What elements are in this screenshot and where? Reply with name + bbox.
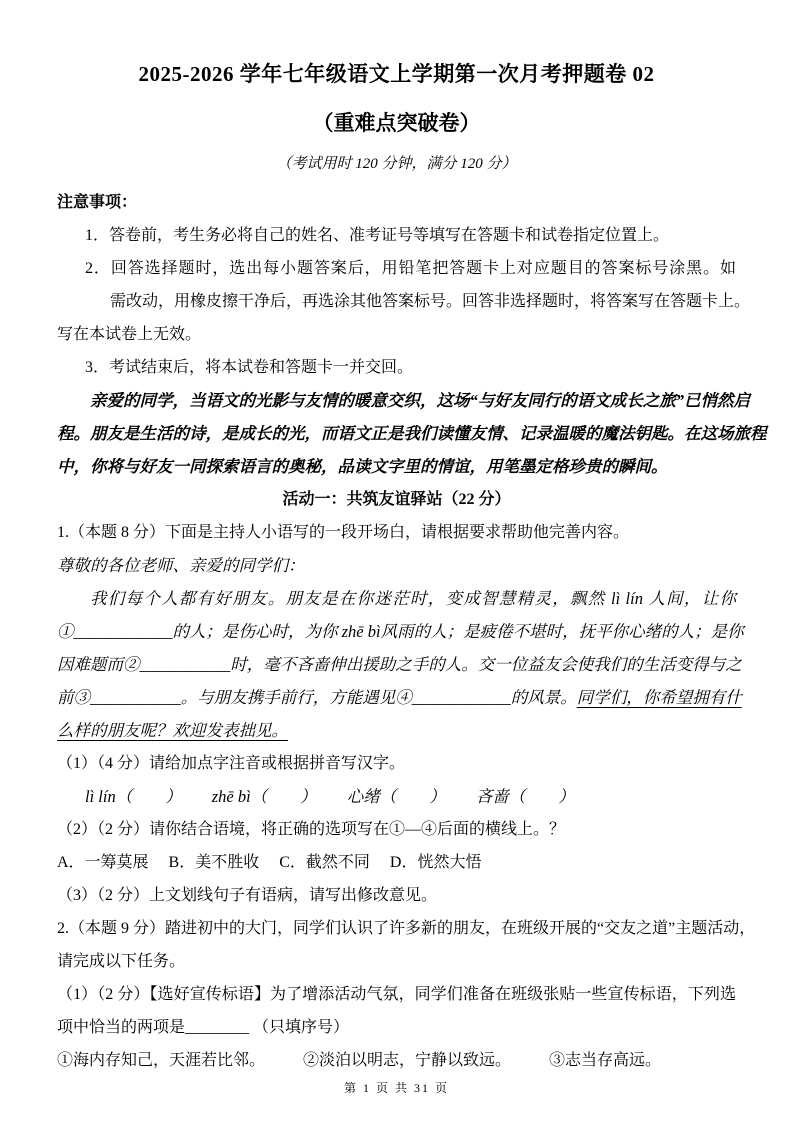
pinyin-text: 心 [346, 787, 364, 806]
passage-text: 前③___________。与朋友携手前行，方能遇见④____________的风景。 [57, 688, 577, 707]
page-number-footer: 第 1 页 共 31 页 [343, 1081, 449, 1095]
page-title: 2025-2026 学年七年级语文上学期第一次月考押题卷 02 [138, 62, 655, 86]
passage-line-3 [57, 648, 742, 681]
pinyin-text: 吝 [475, 787, 493, 806]
passage-salutation: 尊敬的各位老师、亲爱的同学们： [57, 556, 305, 575]
question-1-sub-1: （1）（4 分）请给加点字注音或根据拼音写汉字。 [57, 755, 406, 772]
question-1-options: A．一筹莫展 B．美不胜收 C．截然不同 D．恍然大悟 [57, 854, 482, 871]
emphasized-character: 绪 • [645, 622, 662, 641]
pinyin-text: （ ） [379, 787, 446, 806]
passage-text: 的人；是你 [661, 622, 744, 641]
notice-item-2-line-3: 写在本试卷上无效。 [57, 326, 202, 343]
passage-line-4 [57, 681, 742, 714]
intro-line-2: 程。朋友是生活的诗，是成长的光，而语文正是我们读懂友情、记录温暖的魔法钥匙。在这场旅程 [57, 424, 767, 443]
question-2-sub-1-line-2: 项中恰当的两项是________ （只填序号） [57, 1019, 350, 1036]
question-2-sub-1-line-1: （1）（2 分）【选好宣传标语】为了增添活动气氛，同学们准备在班级张贴一些宣传标语，下列选 [57, 986, 736, 1003]
emphasized-character: 啬 • [492, 787, 509, 806]
question-2-stem-line-1: 2.（本题 9 分）踏进初中的大门，同学们认识了许多新的朋友，在班级开展的“交友之道”主题活动， [57, 920, 756, 937]
slogan-option-1: ①海内存知己，天涯若比邻。 [57, 1052, 266, 1069]
underlined-sentence: 同学们，你希望拥有什 [576, 688, 742, 707]
slogan-options-row [57, 1044, 736, 1077]
emphasized-character: 啬 • [313, 655, 330, 674]
question-1-sub-2: （2）（2 分）请你结合语境，将正确的选项写在①—④后面的横线上。？ [57, 821, 566, 838]
question-1-passage [57, 549, 744, 747]
notice-item-2-line-1: 2．回答选择题时，选出每小题答案后，用铅笔把答题卡上对应题目的答案标号涂黑。如 [85, 260, 736, 277]
pinyin-exercise-row [85, 780, 736, 813]
notice-item-2-line-2: 需改动，用橡皮擦干净后，再选涂其他答案标号。回答非选择题时，将答案写在答题卡上。 [110, 293, 751, 310]
question-1-stem: 1.（本题 8 分）下面是主持人小语写的一段开场白，请根据要求帮助他完善内容。 [57, 524, 630, 541]
intro-line-1: 亲爱的同学，当语文的光影与友情的暖意交织，这场“与好友同行的语文成长之旅”已悄然启 [90, 391, 750, 410]
pinyin-item-1: lì lín（ ） [85, 787, 182, 806]
pinyin-item-3 [347, 780, 446, 813]
intro-paragraph [57, 384, 767, 483]
exam-duration-info: （考试用时 120 分钟，满分 120 分） [276, 156, 517, 172]
slogan-option-2: ②淡泊以明志，宁静以致远。 [303, 1052, 512, 1069]
notice-section [57, 186, 751, 384]
passage-text: ①____________的人；是伤心时，为你 zhē bì风雨的人；是疲倦不堪时，抚平你心 [57, 622, 645, 641]
passage-line-1: 我们每个人都有好朋友。朋友是在你迷茫时，变成智慧精灵，飘然 lì lín 人间，让你 [90, 589, 736, 608]
intro-line-3: 中，你将与好友一同探索语言的奥秘，品读文字里的情谊，用笔墨定格珍贵的瞬间。 [57, 457, 668, 476]
page-subtitle: （重难点突破卷） [312, 111, 481, 135]
slogan-option-3: ③志当存高远。 [549, 1052, 662, 1069]
question-2-stem-line-2: 请完成以下任务。 [57, 953, 186, 970]
pinyin-text: （ ） [508, 787, 575, 806]
passage-text: 因难题而②___________时，毫不吝 [57, 655, 313, 674]
passage-line-5 [57, 714, 736, 747]
activity-1-heading: 活动一：共筑友谊驿站（22 分） [282, 491, 511, 508]
notice-item-1: 1．答卷前，考生务必将自己的姓名、准考证号等填写在答题卡和试卷指定位置上。 [85, 227, 670, 244]
passage-text: 伸出援助之手的人。交一位益友会使我们的生活变得与之 [329, 655, 742, 674]
notice-item-3: 3．考试结束后，将本试卷和答题卡一并交回。 [85, 359, 414, 376]
emphasized-character: 绪 • [363, 787, 380, 806]
question-2 [57, 912, 756, 1077]
question-1-sub-3: （3）（2 分）上文划线句子有语病，请写出修改意见。 [57, 887, 438, 904]
passage-line-2 [57, 615, 744, 648]
question-1 [57, 516, 744, 912]
pinyin-item-4 [476, 780, 575, 813]
pinyin-item-2: zhē bì（ ） [211, 787, 317, 806]
underlined-sentence: 么样的朋友呢？欢迎发表拙见。 [57, 721, 288, 740]
notice-heading: 注意事项： [57, 194, 138, 211]
